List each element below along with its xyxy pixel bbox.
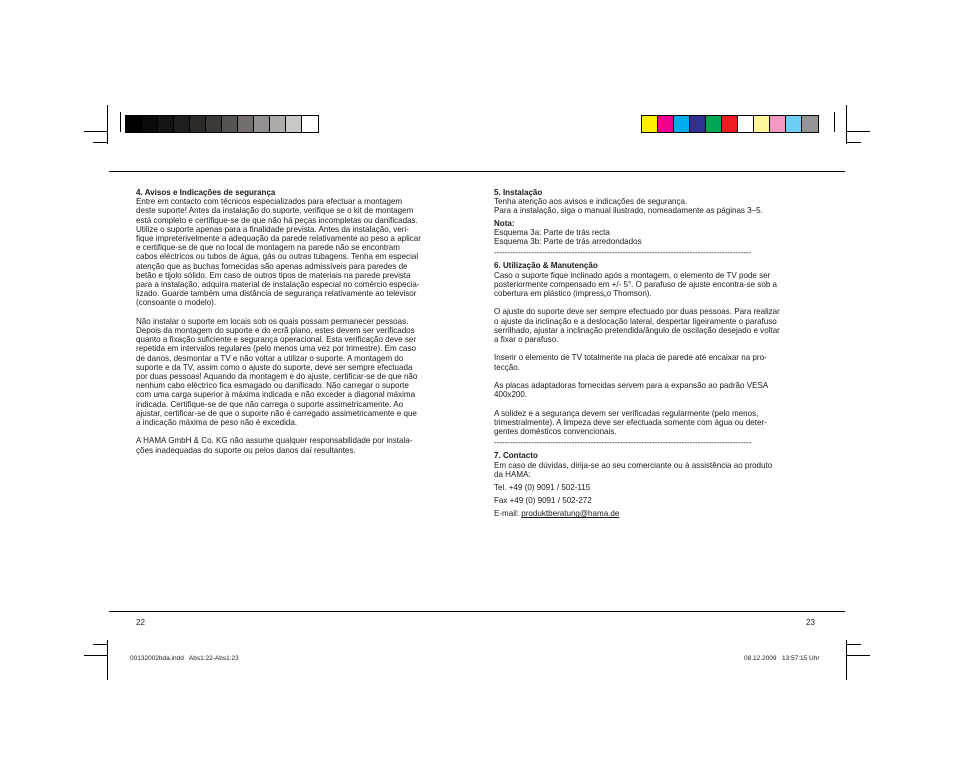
process-color-bar — [641, 115, 819, 133]
text-line: Inserir o elemento de TV totalmente na placa de parede até encaixar na pro- — [494, 353, 767, 363]
crop-mark — [846, 640, 847, 680]
section-5-heading: 5. Instalação — [494, 188, 543, 197]
color-swatch — [802, 116, 818, 132]
crop-mark — [93, 644, 107, 645]
text-line: 400x200. — [494, 390, 528, 400]
text-line: betão e tijolo sólido. Em caso de outros tipos de materiais na parede prevista — [136, 270, 411, 280]
color-swatch — [270, 116, 286, 132]
grayscale-color-bar — [125, 115, 319, 133]
text-line: indicada. Certifique-se de que não carrega o suporte assimetricamente. Ao — [136, 399, 404, 409]
footer-rule — [109, 611, 845, 612]
text-line: Esquema 3b: Parte de trás arredondados — [494, 237, 642, 247]
crop-mark — [847, 655, 870, 656]
text-line: por duas pessoas! Aquando da montagem e do ajuste, certificar-se de que não — [136, 372, 418, 382]
date-slug: 08.12.2009 13:57:15 Uhr — [744, 655, 820, 662]
color-swatch — [142, 116, 158, 132]
text-line: quanto a fixação suficiente e segurança operacional. Esta verificação deve ser — [136, 335, 417, 345]
color-swatch — [302, 116, 318, 132]
color-swatch — [786, 116, 802, 132]
note-heading: Nota: — [494, 218, 515, 228]
text-line: repetida em intervalos regulares (pelo menos uma vez por trimestre). Em caso — [136, 344, 416, 354]
color-swatch — [706, 116, 722, 132]
color-swatch — [158, 116, 174, 132]
crop-mark — [847, 131, 870, 132]
contact-email — [494, 509, 820, 518]
crop-mark — [107, 640, 108, 680]
text-line: ajustar, certificar-se de que o suporte não é carregado assimetricamente e que — [136, 408, 417, 418]
text-line: fique impreterivelmente a adequação da parede relativamente ao peso a aplicar — [136, 234, 421, 244]
text-line: cobertura em plástico (impress„o Thomson). — [494, 289, 652, 299]
section-6-paragraph-1 — [494, 271, 820, 299]
text-line: Para a instalação, siga o manual ilustrado, nomeadamente as páginas 3–5. — [494, 206, 763, 216]
text-line: com uma carga superior à máxima indicada e não exceder a diagonal máxima — [136, 390, 416, 400]
color-swatch — [658, 116, 674, 132]
text-line: A solidez e a segurança devem ser verificadas regularmente (pelo menos, — [494, 408, 759, 418]
crop-mark — [120, 112, 121, 132]
section-6-heading: 6. Utilização & Manutenção — [494, 261, 598, 271]
section-7-heading: 7. Contacto — [494, 451, 538, 461]
text-line: As placas adaptadoras fornecidas servem para a expansão ao padrão VESA — [494, 381, 769, 391]
crop-mark — [847, 644, 861, 645]
text-line: cabos eléctricos ou tubos de água, gás ou outras tubagens. Tenha em especial — [136, 252, 419, 262]
text-line: Não instalar o suporte em locais sob os quais possam permanecer pessoas. — [136, 316, 409, 326]
color-swatch — [126, 116, 142, 132]
color-swatch — [286, 116, 302, 132]
header-rule — [109, 171, 845, 172]
separator: ------------------------------------------------------------------------------------------------ — [494, 248, 752, 258]
text-line: o ajuste da inclinação e a deslocação lateral, despertar ligeiramente o parafuso — [494, 316, 777, 326]
text-line: tecção. — [494, 362, 520, 372]
section-6-paragraph-2 — [494, 307, 820, 344]
text-line: trimestralmente). A limpeza deve ser efectuada somente com água ou deter- — [494, 417, 767, 427]
section-4-paragraph-2 — [136, 317, 462, 427]
color-swatch — [222, 116, 238, 132]
color-swatch — [206, 116, 222, 132]
section-6-paragraph-4 — [494, 381, 820, 399]
text-line: A HAMA GmbH & Co. KG não assume qualquer responsabilidade por instala- — [136, 436, 413, 446]
text-line: suporte e da TV, assim como o ajuste do suporte, deve ser sempre efectuada — [136, 362, 413, 372]
page-number-right: 23 — [806, 618, 815, 627]
text-line: nenhum cabo eléctrico fica esmagado ou danificado. Não carregar o suporte — [136, 381, 409, 391]
page-number-left: 22 — [136, 618, 145, 627]
text-line: Caso o suporte fique inclinado após a montagem, o elemento de TV pode ser — [494, 270, 771, 280]
text-line: Tenha atenção aos avisos e indicações de segurança. — [494, 197, 688, 207]
color-swatch — [690, 116, 706, 132]
crop-mark — [846, 105, 847, 144]
text-line: lizado. Guarde também uma distância de segurança relativamente ao televisor — [136, 289, 417, 299]
text-line: a indicação máxima de peso não é excedida. — [136, 418, 298, 428]
color-swatch — [174, 116, 190, 132]
color-swatch — [238, 116, 254, 132]
text-line: atenção que as buchas fornecidas são apenas admissíveis para paredes de — [136, 261, 408, 271]
text-line: (consoante o modelo). — [136, 298, 217, 308]
section-5-text — [494, 197, 820, 215]
separator: ------------------------------------------------------------------------------------------------ — [494, 438, 752, 448]
text-line: ções inadequadas do suporte ou pelos danos daí resultantes. — [136, 445, 356, 455]
note-text — [494, 228, 820, 246]
color-swatch — [770, 116, 786, 132]
text-line: está completo e certifique-se de que não há peças incompletas ou danificadas. — [136, 215, 418, 225]
text-line: Depois da montagem do suporte e do ecrã plano, estes devem ser verificados — [136, 326, 415, 336]
crop-mark — [84, 131, 107, 132]
text-line: Utilize o suporte apenas para a finalidade prevista. Antes da instalação, veri- — [136, 224, 409, 234]
color-swatch — [674, 116, 690, 132]
text-line: Entre em contacto com técnicos especializados para efectuar a montagem — [136, 197, 403, 207]
left-column — [136, 188, 462, 455]
section-6-paragraph-5 — [494, 409, 820, 437]
crop-mark — [847, 142, 861, 143]
color-swatch — [722, 116, 738, 132]
crop-mark — [107, 105, 108, 144]
color-swatch — [190, 116, 206, 132]
text-line: da HAMA: — [494, 469, 531, 479]
text-line: posteriormente compensado em +/- 5°. O parafuso de ajuste encontra-se sob a — [494, 279, 778, 289]
crop-mark — [834, 112, 835, 132]
section-7-text — [494, 461, 820, 479]
color-swatch — [738, 116, 754, 132]
text-line: deste suporte! Antes da instalação do suporte, verifique se o kit de montagem — [136, 206, 414, 216]
text-line: de danos, desmontar a TV e não voltar a utilizar o suporte. A montagem do — [136, 353, 404, 363]
text-line: para a instalação, adquira material de instalação especial no comércio especia- — [136, 280, 420, 290]
text-line: O ajuste do suporte deve ser sempre efectuado por duas pessoas. Para realizar — [494, 307, 780, 317]
crop-mark — [93, 142, 107, 143]
contact-fax: Fax +49 (0) 9091 / 502-272 — [494, 496, 592, 506]
text-line: e certifique-se de que no local de montagem na parede não se encontram — [136, 243, 400, 253]
section-4-paragraph-3 — [136, 436, 462, 454]
text-line: Esquema 3a: Parte de trás recta — [494, 227, 610, 237]
email-link[interactable]: produktberatung@hama.de — [521, 509, 620, 519]
email-label: E-mail: — [494, 509, 522, 519]
color-swatch — [254, 116, 270, 132]
text-line: a fixar o parafuso. — [494, 335, 559, 345]
text-line: Em caso de dúvidas, dirija-se ao seu comerciante ou à assistência ao produto — [494, 460, 773, 470]
color-swatch — [754, 116, 770, 132]
color-swatch — [642, 116, 658, 132]
contact-tel: Tel. +49 (0) 9091 / 502-115 — [494, 483, 591, 493]
section-4-paragraph-1 — [136, 197, 462, 307]
section-6-paragraph-3 — [494, 353, 820, 371]
file-slug: 00132002bda.indd Abs1:22-Abs1:23 — [130, 655, 239, 662]
section-4-heading: 4. Avisos e Indicações de segurança — [136, 188, 276, 197]
right-column — [494, 188, 820, 519]
text-line: serrilhado, ajustar a inclinação pretendida/ângulo de oscilação desejado e voltar — [494, 325, 780, 335]
text-line: gentes domésticos convencionais. — [494, 427, 617, 437]
crop-mark — [84, 655, 107, 656]
